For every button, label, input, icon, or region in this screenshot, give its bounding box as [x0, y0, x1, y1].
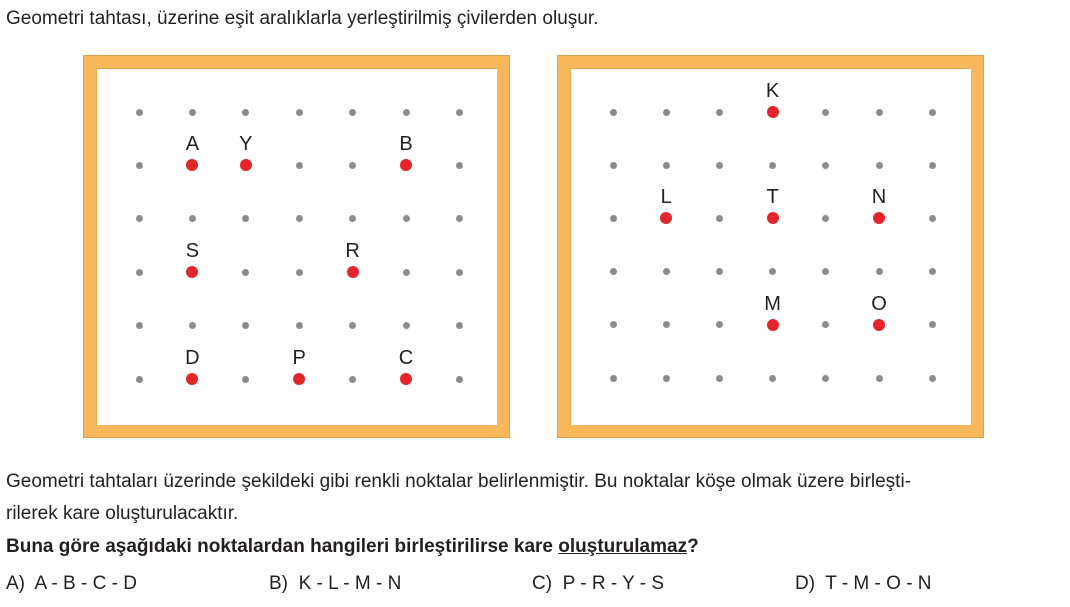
geoboard-right — [557, 55, 984, 438]
point-label-k: K — [765, 80, 780, 102]
peg — [610, 321, 617, 328]
point-label-t: T — [766, 186, 779, 209]
peg — [876, 109, 883, 116]
point-label-o: O — [871, 292, 887, 315]
peg — [716, 162, 723, 169]
peg — [663, 321, 670, 328]
peg — [929, 109, 936, 116]
paragraph-line-2: rilerek kare oluşturulacaktır. — [6, 503, 239, 524]
peg — [769, 162, 776, 169]
peg — [716, 215, 723, 222]
point-label-n: N — [871, 186, 887, 209]
question-underlined: oluşturulamaz — [558, 536, 688, 557]
peg — [296, 322, 303, 329]
option-b[interactable] — [269, 573, 401, 595]
option-a-text: A - B - C - D — [34, 573, 137, 594]
peg — [403, 269, 410, 276]
peg — [403, 322, 410, 329]
peg — [136, 109, 143, 116]
point-label-y: Y — [239, 133, 253, 156]
peg — [610, 162, 617, 169]
peg — [189, 322, 196, 329]
point-label-s: S — [185, 240, 200, 263]
point-label-c: C — [398, 347, 414, 369]
peg — [822, 162, 829, 169]
point-label-r: R — [345, 240, 360, 263]
point-label-d: D — [185, 347, 200, 369]
peg — [456, 162, 463, 169]
point-label-a: A — [185, 133, 200, 156]
peg — [136, 269, 143, 276]
peg — [296, 215, 303, 222]
peg — [876, 268, 883, 275]
intro-text: Geometri tahtası, üzerine eşit aralıklarla yerleştirilmiş çivilerden oluşur. — [6, 8, 599, 29]
peg — [456, 269, 463, 276]
peg — [349, 109, 356, 116]
question-suffix: ? — [687, 536, 699, 557]
peg — [929, 375, 936, 382]
peg — [136, 376, 143, 383]
option-a[interactable] — [6, 573, 137, 595]
peg — [296, 162, 303, 169]
peg — [663, 268, 670, 275]
point-t — [767, 212, 779, 224]
point-o — [873, 319, 885, 331]
peg — [189, 109, 196, 116]
question-prefix: Buna göre aşağıdaki noktalardan hangileri birleştirilirse kare — [6, 536, 559, 557]
peg — [876, 162, 883, 169]
peg — [136, 215, 143, 222]
point-label-b: B — [399, 133, 413, 156]
peg — [610, 268, 617, 275]
geoboard-left — [83, 55, 510, 438]
peg — [403, 109, 410, 116]
point-label-m: M — [764, 292, 781, 315]
option-c-text: P - R - Y - S — [562, 573, 664, 594]
point-c — [400, 373, 412, 385]
peg — [929, 268, 936, 275]
peg — [822, 375, 829, 382]
geoboard-right-surface — [570, 68, 971, 425]
option-c-letter: C) — [532, 573, 553, 594]
peg — [663, 162, 670, 169]
peg — [769, 375, 776, 382]
geoboard-left-surface — [96, 68, 497, 425]
peg — [136, 162, 143, 169]
peg — [610, 109, 617, 116]
option-d-text: T - M - O - N — [825, 573, 932, 594]
peg — [610, 375, 617, 382]
peg — [663, 375, 670, 382]
peg — [876, 375, 883, 382]
peg — [822, 109, 829, 116]
point-label-l: L — [660, 186, 672, 209]
option-d-letter: D) — [795, 573, 816, 594]
peg — [456, 376, 463, 383]
peg — [456, 322, 463, 329]
option-b-letter: B) — [269, 573, 288, 594]
option-a-letter: A) — [6, 573, 25, 594]
peg — [136, 322, 143, 329]
peg — [242, 269, 249, 276]
option-b-text: K - L - M - N — [298, 573, 402, 594]
peg — [610, 215, 617, 222]
peg — [929, 321, 936, 328]
peg — [929, 162, 936, 169]
peg — [929, 215, 936, 222]
peg — [716, 268, 723, 275]
peg — [403, 215, 410, 222]
option-d[interactable] — [795, 573, 932, 595]
question-text — [6, 536, 699, 558]
peg — [456, 109, 463, 116]
peg — [242, 376, 249, 383]
point-label-p: P — [292, 347, 306, 369]
peg — [296, 109, 303, 116]
peg — [716, 375, 723, 382]
point-k — [767, 106, 779, 118]
peg — [296, 269, 303, 276]
peg — [663, 109, 670, 116]
point-r — [347, 266, 359, 278]
peg — [349, 162, 356, 169]
point-m — [767, 319, 779, 331]
peg — [349, 376, 356, 383]
paragraph-line-1: Geometri tahtaları üzerinde şekildeki gibi renkli noktalar belirlenmiştir. Bu noktalar köşe olmak üzere birleşti- — [6, 471, 912, 492]
peg — [242, 109, 249, 116]
peg — [716, 109, 723, 116]
option-c[interactable] — [532, 573, 664, 595]
